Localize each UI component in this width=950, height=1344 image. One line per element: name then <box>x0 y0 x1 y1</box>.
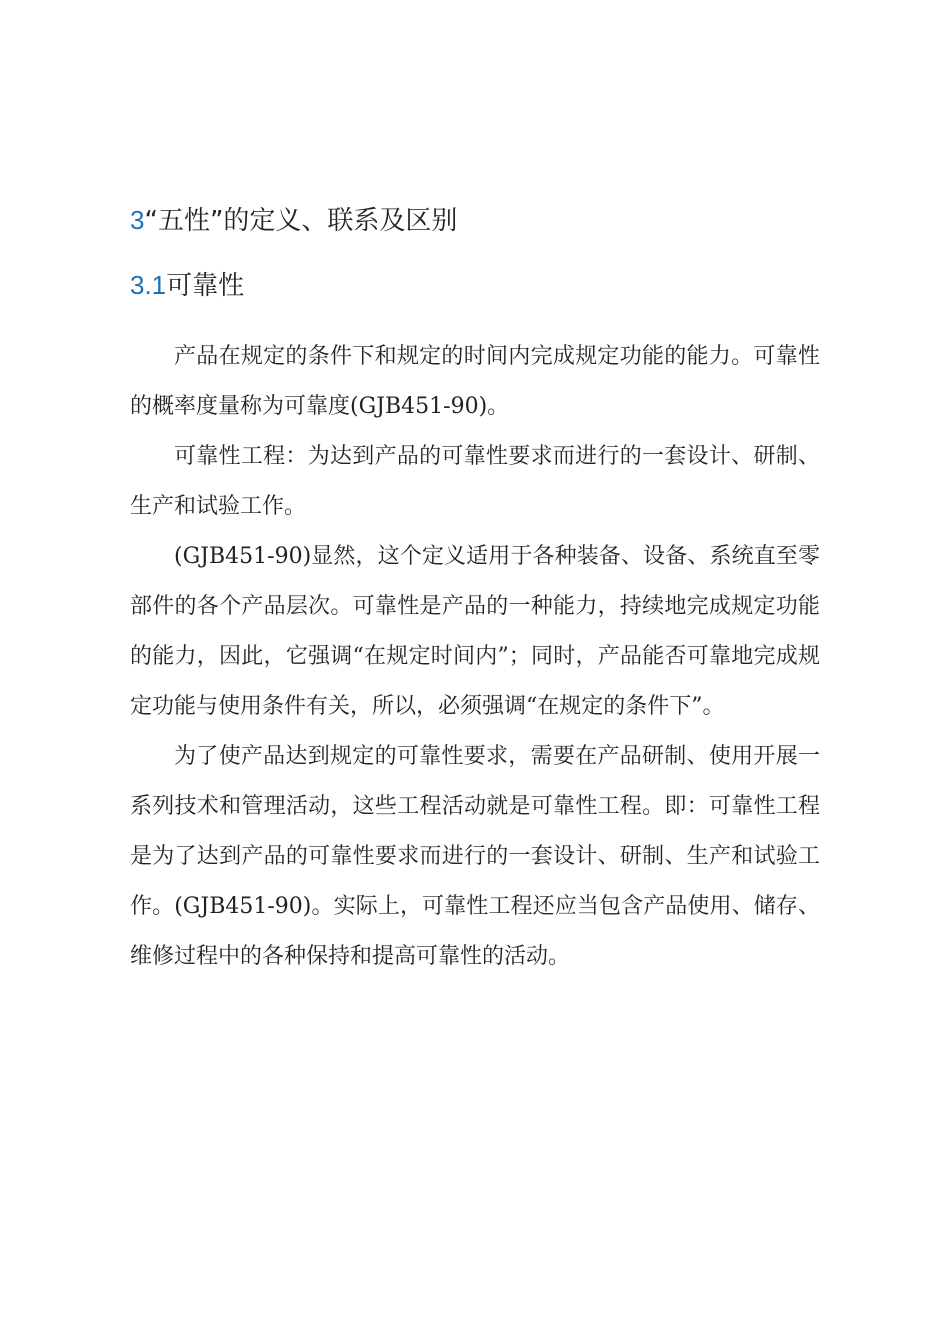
paragraph-engineering-definition: 可靠性工程：为达到产品的可靠性要求而进行的一套设计、研制、生产和试验工作。 <box>130 444 820 519</box>
document-content <box>130 198 820 982</box>
section-number: 3 <box>130 205 145 235</box>
paragraph-engineering-activities: 为了使产品达到规定的可靠性要求，需要在产品研制、使用开展一系列技术和管理活动，这些工程活动就是可靠性工程。即：可靠性工程是为了达到产品的可靠性要求而进行的一套设计、研制、生产和试验工作。(GJB451-90)。实际上，可靠性工程还应当包含产品使用、储存、维修过程中的各种保持和提高可靠性的活动。 <box>130 744 820 969</box>
paragraph-definition: 产品在规定的条件下和规定的时间内完成规定功能的能力。可靠性的概率度量称为可靠度(GJB451-90)。 <box>130 344 820 419</box>
section-heading <box>130 198 820 243</box>
subsection-heading <box>130 263 820 308</box>
section-title: “五性”的定义、联系及区别 <box>144 206 458 236</box>
subsection-title: 可靠性 <box>166 271 245 301</box>
subsection-number: 3.1 <box>130 270 167 300</box>
paragraph-explanation: (GJB451-90)显然，这个定义适用于各种装备、设备、系统直至零部件的各个产品层次。可靠性是产品的一种能力，持续地完成规定功能的能力，因此，它强调“在规定时间内”；同时，产品能否可靠地完成规定功能与使用条件有关，所以，必须强调“在规定的条件下”。 <box>130 544 820 719</box>
